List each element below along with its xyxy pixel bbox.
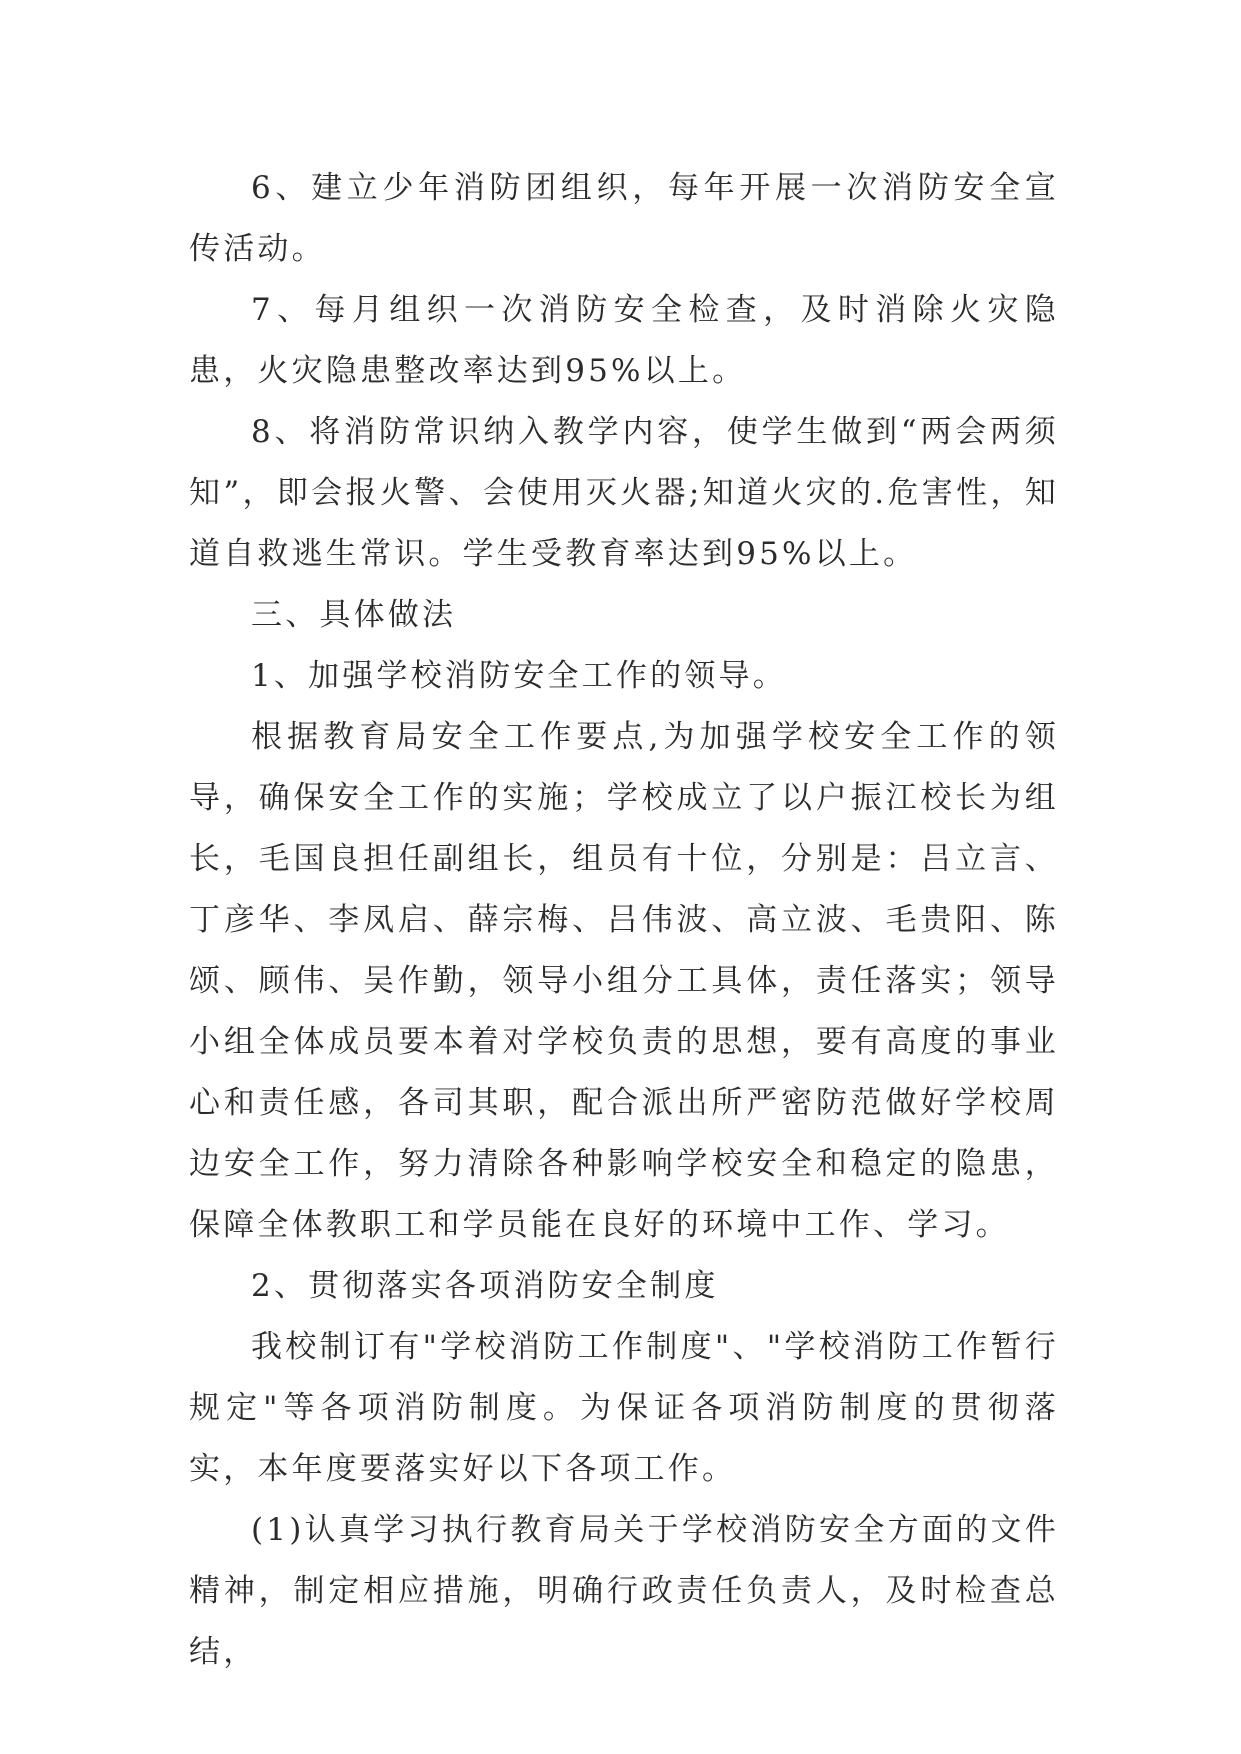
section-heading-specific-methods: 三、具体做法 (251, 597, 457, 633)
paragraph-leadership-details: 根据教育局安全工作要点,为加强学校安全工作的领导，确保安全工作的实施；学校成立了以户振江校长为组长，毛国良担任副组长，组员有十位，分别是：吕立言、丁彦华、李凤启、薛宗梅、吕伟波、高立波、毛贵阳、陈颂、顾伟、吴作勤，领导小组分工具体，责任落实；领导小组全体成员要本着对学校负责的思想，要有高度的事业心和责任感，各司其职，配合派出所严密防范做好学校周边安全工作，努力清除各种影响学校安全和稳定的隐患，保障全体教职工和学员能在良好的环境中工作、学习。 (189, 719, 1059, 1243)
document-body (189, 158, 1059, 1683)
paragraph-item-6: 6、建立少年消防团组织，每年开展一次消防安全宣传活动。 (189, 170, 1059, 267)
subheading-fire-safety-system: 2、贯彻落实各项消防安全制度 (251, 1268, 719, 1304)
paragraph-item-7: 7、每月组织一次消防安全检查，及时消除火灾隐患，火灾隐患整改率达到95%以上。 (189, 292, 1059, 389)
paragraph-item-8: 8、将消防常识纳入教学内容，使学生做到“两会两须知”，即会报火警、会使用灭火器;知道火灾的.危害性，知道自救逃生常识。学生受教育率达到95%以上。 (189, 414, 1059, 572)
subheading-leadership: 1、加强学校消防安全工作的领导。 (251, 658, 787, 694)
paragraph-item-1-study: (1)认真学习执行教育局关于学校消防安全方面的文件精神，制定相应措施，明确行政责任负责人，及时检查总结， (189, 1512, 1059, 1670)
paragraph-fire-safety-system: 我校制订有"学校消防工作制度"、"学校消防工作暂行规定"等各项消防制度。为保证各项消防制度的贯彻落实，本年度要落实好以下各项工作。 (189, 1329, 1059, 1487)
